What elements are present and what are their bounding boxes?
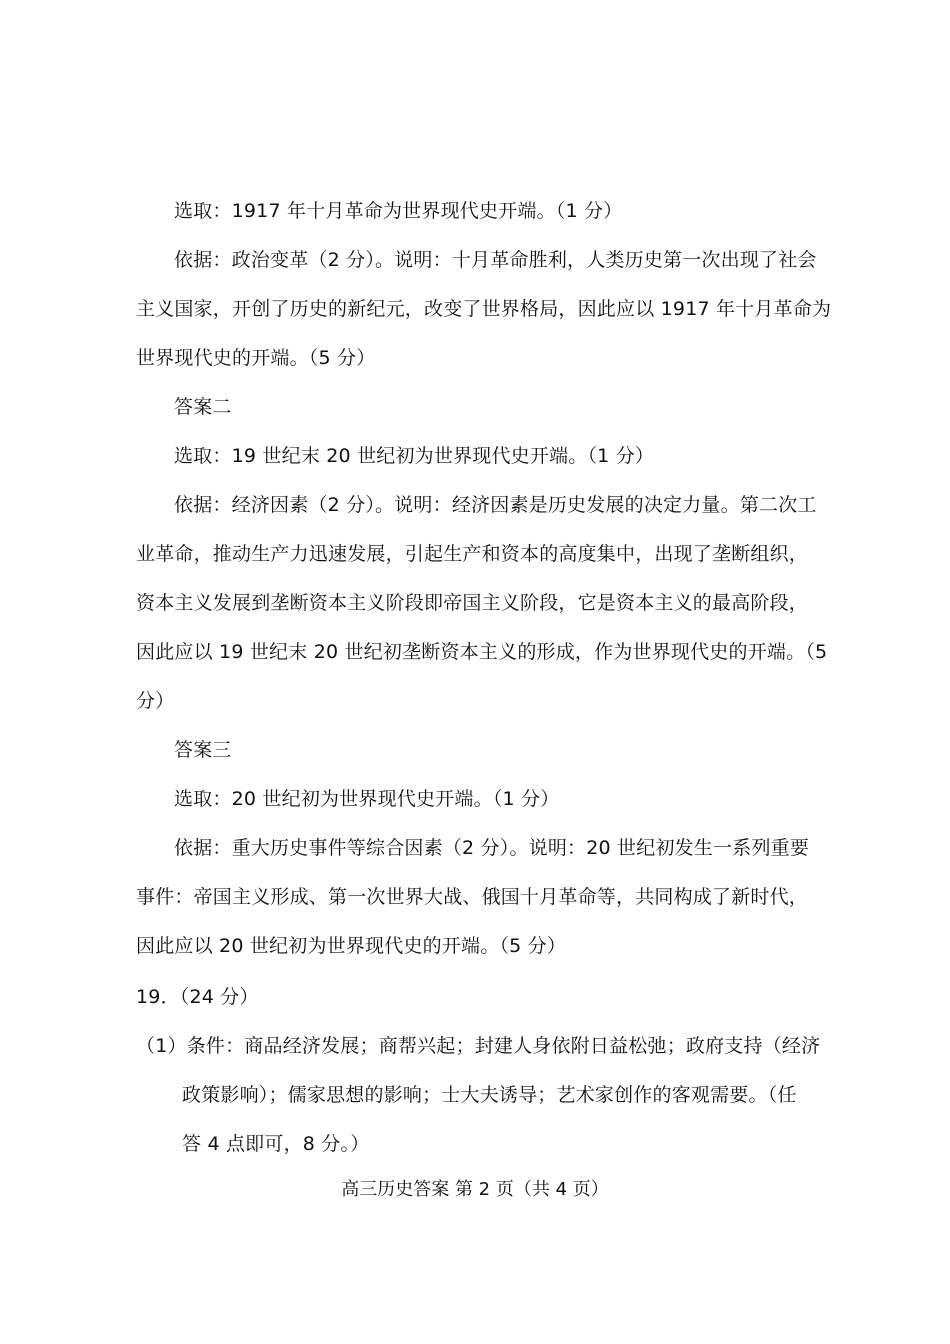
- question-19-heading: 19．（24 分）: [136, 986, 259, 1008]
- answer2-heading: 答案二: [174, 396, 232, 418]
- answer2-basis-line3: 资本主义发展到垄断资本主义阶段即帝国主义阶段，它是资本主义的最高阶段，: [136, 592, 809, 614]
- answer3-basis-line1: 依据：重大历史事件等综合因素（2 分）。说明：20 世纪初发生一系列重要: [174, 837, 810, 859]
- answer3-basis-line2: 事件：帝国主义形成、第一次世界大战、俄国十月革命等，共同构成了新时代，: [136, 886, 809, 908]
- answer3-selection: 选取：20 世纪初为世界现代史开端。（1 分）: [174, 788, 560, 810]
- answer2-basis-line5: 分）: [136, 690, 175, 712]
- page-footer: 高三历史答案 第 2 页（共 4 页）: [341, 1179, 609, 1200]
- q19-part1-line3: 答 4 点即可，8 分。）: [182, 1133, 370, 1155]
- answer1-basis-line2: 主义国家，开创了历史的新纪元，改变了世界格局，因此应以 1917 年十月革命为: [136, 298, 832, 320]
- answer3-basis-line3: 因此应以 20 世纪初为世界现代史的开端。（5 分）: [136, 935, 567, 957]
- answer2-basis-line2: 业革命，推动生产力迅速发展，引起生产和资本的高度集中，出现了垄断组织，: [136, 543, 809, 565]
- answer2-selection: 选取：19 世纪末 20 世纪初为世界现代史开端。（1 分）: [174, 445, 655, 467]
- q19-part1-line2: 政策影响）；儒家思想的影响；士大夫诱导；艺术家创作的客观需要。（任: [182, 1084, 797, 1106]
- answer1-basis-line3: 世界现代史的开端。（5 分）: [136, 347, 376, 369]
- answer2-basis-line4: 因此应以 19 世纪末 20 世纪初垄断资本主义的形成，作为世界现代史的开端。（5: [136, 641, 828, 663]
- answer3-heading: 答案三: [174, 739, 232, 761]
- answer1-basis-line1: 依据：政治变革（2 分）。说明：十月革命胜利，人类历史第一次出现了社会: [174, 249, 817, 271]
- answer2-basis-line1: 依据：经济因素（2 分）。说明：经济因素是历史发展的决定力量。第二次工: [174, 494, 817, 516]
- q19-part1-line1: （1）条件：商品经济发展；商帮兴起；封建人身依附日益松弛；政府支持（经济: [136, 1035, 821, 1057]
- answer1-selection: 选取：1917 年十月革命为世界现代史开端。（1 分）: [174, 200, 623, 222]
